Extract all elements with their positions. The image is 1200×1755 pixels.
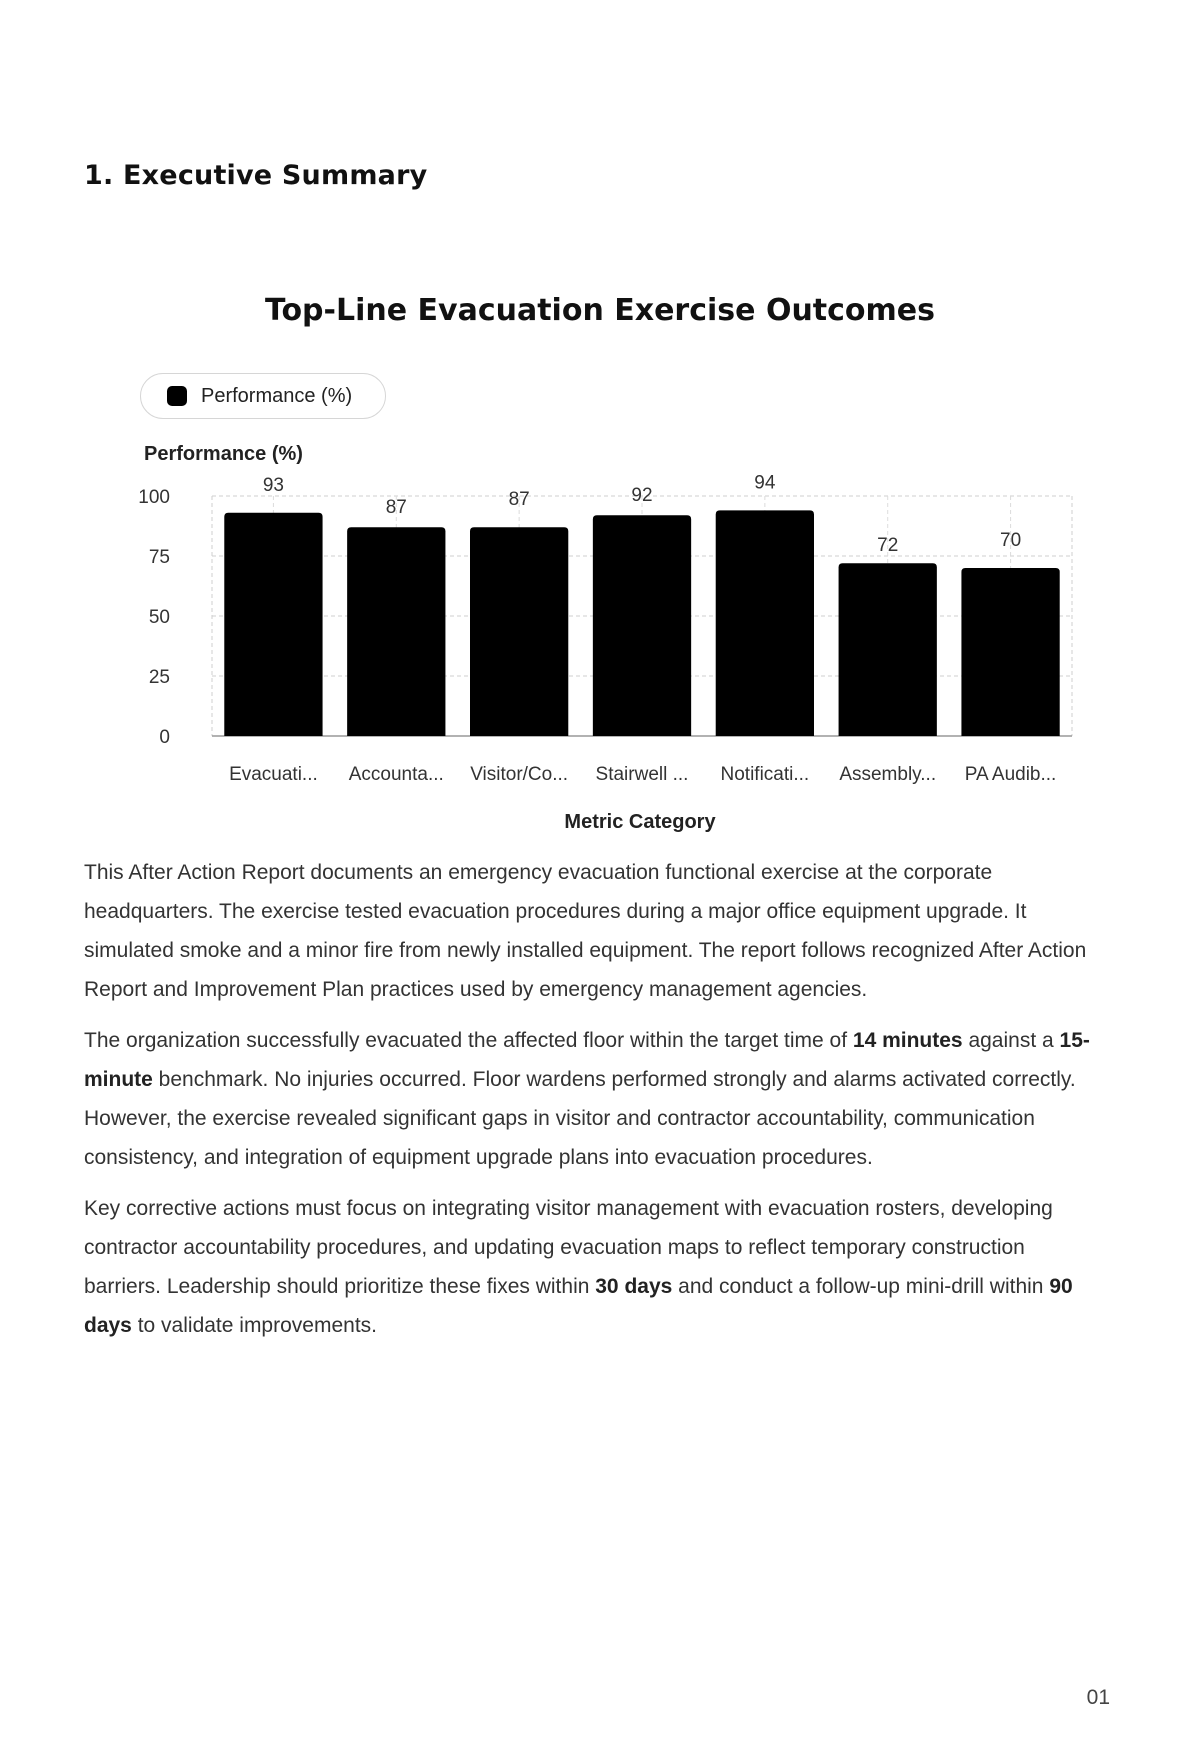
bar bbox=[470, 527, 568, 736]
text-span: benchmark. No injuries occurred. Floor wardens performed strongly and alarms activated correctly. However, the exercise revealed significant gaps in visitor and contractor accountability, communication consistency, and integration of equipment upgrade plans into evacuation procedures. bbox=[84, 1068, 1076, 1169]
text-span: Key corrective actions must focus on integrating visitor management with evacuation rosters, developing contractor accountability procedures, and updating evacuation maps to reflect temporary construction barriers. Leadership should prioritize these fixes within bbox=[84, 1197, 1053, 1298]
text-span: against a bbox=[962, 1029, 1060, 1052]
section-heading: 1. Executive Summary bbox=[84, 160, 428, 191]
chart-legend bbox=[140, 373, 386, 419]
y-axis-ticks bbox=[138, 487, 170, 748]
x-tick-label: Assembly... bbox=[839, 764, 937, 785]
data-label: 94 bbox=[754, 472, 776, 494]
x-tick-label: PA Audib... bbox=[964, 764, 1057, 785]
x-axis-ticks bbox=[229, 764, 1056, 785]
text-span: and conduct a follow-up mini-drill within bbox=[672, 1275, 1050, 1298]
x-tick-label: Notificati... bbox=[720, 764, 810, 785]
summary-text bbox=[84, 853, 1104, 1357]
summary-paragraph bbox=[84, 1189, 1104, 1345]
y-tick-label: 25 bbox=[148, 667, 170, 688]
bar bbox=[347, 527, 445, 736]
bar bbox=[716, 510, 814, 736]
text-span: to validate improvements. bbox=[131, 1314, 377, 1337]
x-tick-label: Accounta... bbox=[348, 764, 444, 785]
data-label: 72 bbox=[877, 535, 899, 557]
page-number: 01 bbox=[1086, 1686, 1110, 1709]
bar-chart bbox=[0, 430, 1200, 840]
data-label: 70 bbox=[1000, 530, 1022, 551]
emphasis: 30 days bbox=[595, 1275, 673, 1298]
summary-paragraph bbox=[84, 1021, 1104, 1177]
x-tick-label: Stairwell ... bbox=[595, 764, 689, 785]
emphasis: 14 minutes bbox=[852, 1029, 963, 1052]
legend-swatch bbox=[167, 386, 187, 406]
legend-label: Performance (%) bbox=[201, 384, 353, 407]
data-label: 87 bbox=[508, 489, 530, 511]
summary-paragraph: This After Action Report documents an emergency evacuation functional exercise at the corporate headquarters. The exercise tested evacuation procedures during a major office equipment upgrade. It simulated smoke and a minor fire from newly installed equipment. The report follows recognized After Action Report and Improvement Plan practices used by emergency management agencies. bbox=[84, 861, 1087, 1001]
bar bbox=[961, 568, 1059, 736]
bar bbox=[593, 515, 691, 736]
bar bbox=[839, 563, 937, 736]
x-tick-label: Evacuati... bbox=[229, 764, 318, 785]
data-label: 92 bbox=[631, 485, 653, 507]
data-label: 87 bbox=[385, 497, 407, 519]
y-axis-title: Performance (%) bbox=[144, 443, 303, 465]
chart-title: Top-Line Evacuation Exercise Outcomes bbox=[264, 293, 936, 328]
bar bbox=[224, 513, 322, 736]
y-tick-label: 50 bbox=[148, 607, 170, 628]
text-span: The organization successfully evacuated the affected floor within the target time of bbox=[84, 1029, 853, 1052]
x-axis-title: Metric Category bbox=[564, 811, 716, 833]
bars bbox=[224, 510, 1059, 736]
data-label: 93 bbox=[262, 474, 284, 496]
x-tick-label: Visitor/Co... bbox=[470, 764, 569, 785]
emphasis: 15-minute bbox=[84, 1029, 1090, 1091]
emphasis: 90 days bbox=[84, 1275, 1073, 1337]
y-tick-label: 0 bbox=[159, 727, 170, 748]
y-tick-label: 100 bbox=[138, 487, 170, 508]
y-tick-label: 75 bbox=[148, 547, 170, 568]
